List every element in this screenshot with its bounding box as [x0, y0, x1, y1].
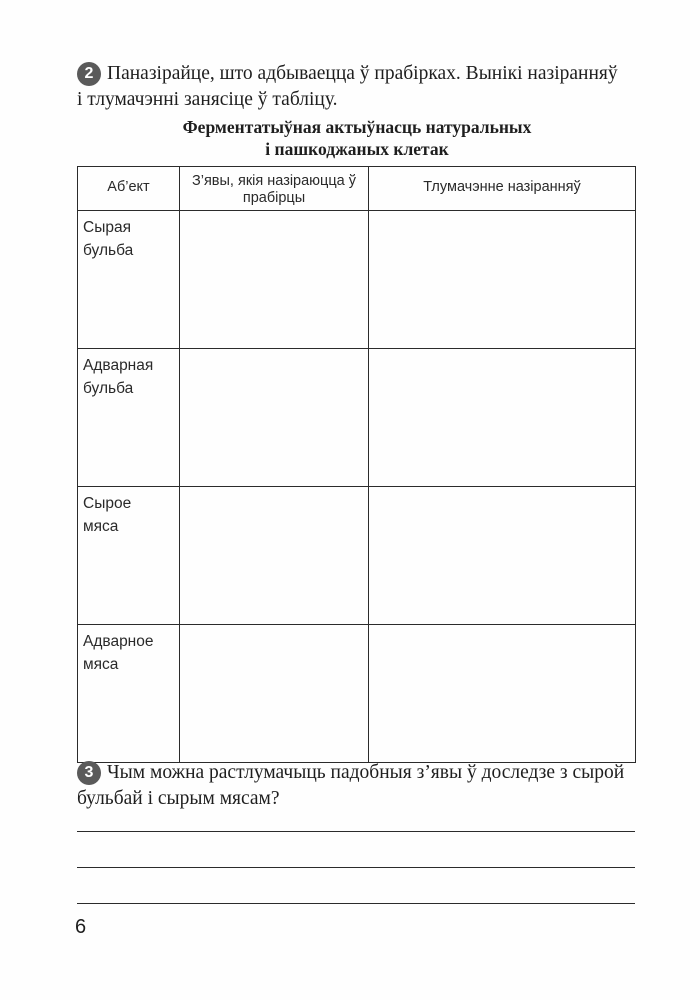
answer-line[interactable]	[77, 831, 635, 832]
table-row	[78, 625, 636, 763]
table-title-line2: і пашкоджаных клетак	[265, 139, 449, 159]
table-title-line1: Ферментатыўная актыўнасць натуральных	[182, 117, 532, 137]
page-number: 6	[75, 916, 87, 938]
task-2-instruction	[77, 61, 637, 113]
table-title	[77, 116, 637, 160]
table-row	[78, 487, 636, 625]
observation-table	[77, 166, 636, 763]
row-object-cell: Сырая бульба	[78, 211, 180, 349]
table-header-row	[78, 167, 636, 211]
row-object-cell: Сырое мяса	[78, 487, 180, 625]
header-explanation: Тлумачэнне назіранняў	[369, 167, 636, 211]
task-3-text-line1: Чым можна растлумачыць падобныя з’явы ў доследзе з сырой	[107, 762, 625, 783]
task-2-text-line2: і тлумачэнні занясіце ў табліцу.	[77, 89, 338, 110]
row-explanation-cell[interactable]	[369, 487, 636, 625]
task-number-badge: 3	[77, 761, 101, 785]
row-explanation-cell[interactable]	[369, 211, 636, 349]
table-row	[78, 211, 636, 349]
row-object-cell: Адварное мяса	[78, 625, 180, 763]
task-number-badge: 2	[77, 62, 101, 86]
row-phenomena-cell[interactable]	[180, 211, 369, 349]
table-row	[78, 349, 636, 487]
row-phenomena-cell[interactable]	[180, 487, 369, 625]
task-3-text-line2: бульбай і сырым мясам?	[77, 788, 280, 809]
row-explanation-cell[interactable]	[369, 625, 636, 763]
row-object-cell: Адварная бульба	[78, 349, 180, 487]
row-phenomena-cell[interactable]	[180, 625, 369, 763]
header-phenomena: З’явы, якія назіраюцца ў прабірцы	[180, 167, 369, 211]
answer-line[interactable]	[77, 867, 635, 868]
row-explanation-cell[interactable]	[369, 349, 636, 487]
task-3-question	[77, 760, 637, 812]
answer-line[interactable]	[77, 903, 635, 904]
header-object: Аб’ект	[78, 167, 180, 211]
task-2-text-line1: Паназірайце, што адбываецца ў прабірках. Вынікі назіранняў	[107, 63, 618, 84]
row-phenomena-cell[interactable]	[180, 349, 369, 487]
